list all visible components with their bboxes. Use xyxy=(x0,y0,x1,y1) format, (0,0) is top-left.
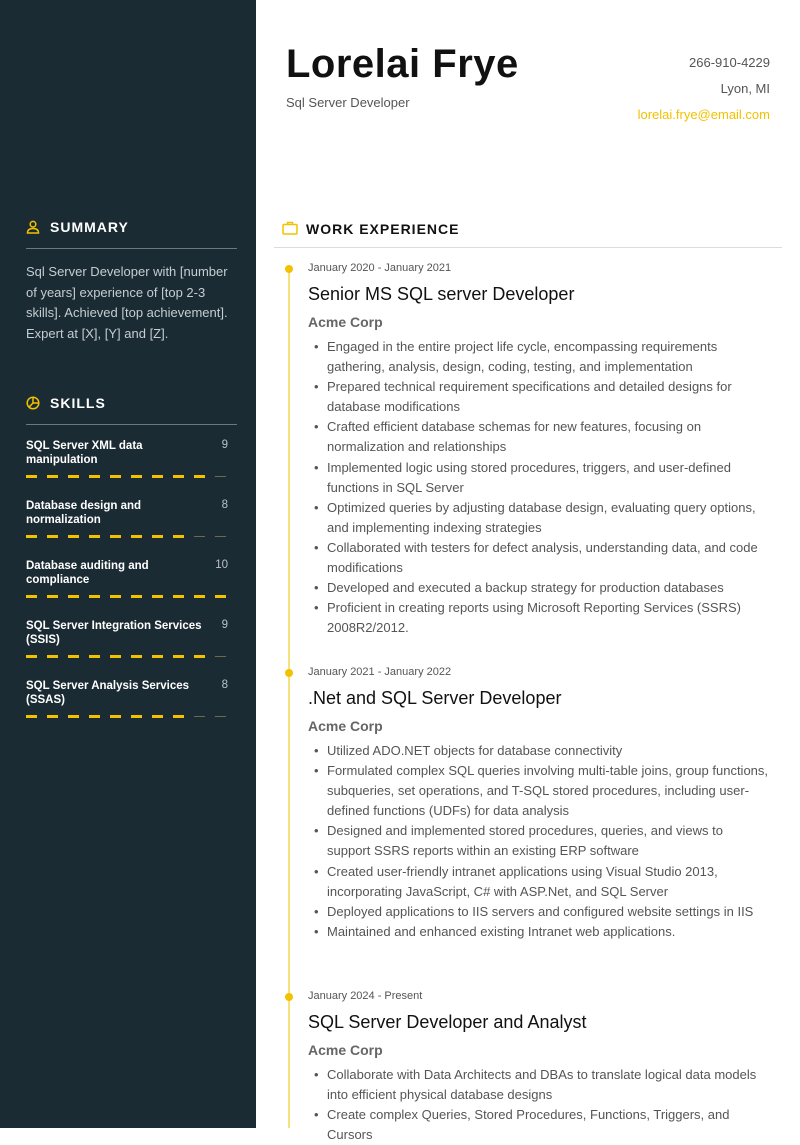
job-title: Senior MS SQL server Developer xyxy=(308,284,575,304)
skill-bar-segment-filled xyxy=(131,475,142,478)
skill-item xyxy=(26,499,236,549)
job-title: SQL Server Developer and Analyst xyxy=(308,1012,587,1032)
phone: 266-910-4229 xyxy=(689,55,770,70)
work-experience-heading xyxy=(274,218,782,248)
skill-level: 9 xyxy=(221,619,228,631)
job-dates: January 2021 - January 2022 xyxy=(308,666,452,678)
sidebar xyxy=(0,0,256,1128)
job-bullets xyxy=(308,1065,768,1145)
job-bullet: • Utilized ADO.NET objects for database connectivity xyxy=(308,741,768,761)
skill-bar-segment-filled xyxy=(152,655,163,658)
job-bullet: • Developed and executed a backup strategy for production databases xyxy=(308,578,768,598)
timeline-dot xyxy=(285,669,293,677)
skill-bar-segment-empty xyxy=(215,476,226,477)
skill-bar-segment-filled xyxy=(47,535,58,538)
skill-bar-segment-empty xyxy=(215,536,226,537)
skill-bar-segment-filled xyxy=(89,475,100,478)
skill-name: Database design and normalization xyxy=(26,500,142,526)
skill-bar-segment-filled xyxy=(194,595,205,598)
candidate-name: Lorelai Frye xyxy=(286,42,519,86)
skill-bar-segment-filled xyxy=(47,715,58,718)
skill-bar-segment-filled xyxy=(89,535,100,538)
job-entry xyxy=(308,666,768,942)
skill-item xyxy=(26,439,236,489)
job-bullet: • Formulated complex SQL queries involving multi-table joins, group functions, subqueries, set operations, and T-SQL stored procedures, including user-defined functions (UDFs) for data analysis xyxy=(308,761,768,821)
job-bullet: • Proficient in creating reports using Microsoft Reporting Services (SSRS) 2008R2/2012. xyxy=(308,598,768,638)
job-bullet: • Collaborated with testers for defect analysis, understanding data, and code modifications xyxy=(308,538,768,578)
skill-bar-segment-filled xyxy=(68,475,79,478)
skill-bar-segment-filled xyxy=(110,595,121,598)
job-bullet: • Crafted efficient database schemas for new features, focusing on normalization and relationships xyxy=(308,417,768,457)
skill-level: 9 xyxy=(221,439,228,451)
skill-item xyxy=(26,619,236,669)
skill-bar-segment-filled xyxy=(26,475,37,478)
skill-bar-segment-filled xyxy=(194,475,205,478)
company-name: Acme Corp xyxy=(308,718,383,734)
job-bullet: • Prepared technical requirement specifications and detailed designs for database modifications xyxy=(308,377,768,417)
skill-item xyxy=(26,559,236,609)
main-content xyxy=(256,0,800,1143)
skill-level-bar xyxy=(26,595,236,598)
skill-bar-segment-filled xyxy=(131,715,142,718)
skill-name: SQL Server Integration Services (SSIS) xyxy=(26,620,202,646)
job-bullet: • Optimized queries by adjusting database design, evaluating query options, and implementing indexing strategies xyxy=(308,498,768,538)
job-bullet: • Created user-friendly intranet applications using Visual Studio 2013, incorporating JavaScript, C# with ASP.Net, and SQL Server xyxy=(308,862,768,902)
skill-bar-segment-filled xyxy=(152,715,163,718)
skills-heading xyxy=(26,395,237,425)
skill-bar-segment-filled xyxy=(110,535,121,538)
contact-info xyxy=(638,50,770,128)
skill-bar-segment-filled xyxy=(26,655,37,658)
skill-name: Database auditing and compliance xyxy=(26,560,149,586)
skill-name: SQL Server Analysis Services (SSAS) xyxy=(26,680,190,706)
timeline-dot xyxy=(285,993,293,1001)
skill-bar-segment-filled xyxy=(215,595,226,598)
skill-bar-segment-filled xyxy=(68,655,79,658)
skill-bar-segment-filled xyxy=(152,475,163,478)
email-link[interactable]: lorelai.frye@email.com xyxy=(637,107,770,122)
skill-bar-segment-filled xyxy=(110,715,121,718)
skill-bar-segment-filled xyxy=(152,595,163,598)
skill-bar-segment-filled xyxy=(110,475,121,478)
skill-bar-segment-filled xyxy=(47,595,58,598)
skill-bar-segment-filled xyxy=(131,655,142,658)
skill-level: 10 xyxy=(215,559,228,571)
candidate-title: Sql Server Developer xyxy=(286,95,410,110)
skill-level-bar xyxy=(26,535,236,538)
skill-bar-segment-filled xyxy=(173,535,184,538)
skill-level-bar xyxy=(26,475,236,478)
summary-heading-label: SUMMARY xyxy=(50,219,129,235)
skill-bar-segment-filled xyxy=(26,715,37,718)
pie-chart-icon xyxy=(26,396,40,410)
job-bullet: • Implemented logic using stored procedures, triggers, and user-defined functions in SQL Server xyxy=(308,458,768,498)
company-name: Acme Corp xyxy=(308,1042,383,1058)
job-bullet: • Maintained and enhanced existing Intranet web applications. xyxy=(308,922,768,942)
job-bullet: • Engaged in the entire project life cycle, encompassing requirements gathering, analysis, design, coding, testing, and implementation xyxy=(308,337,768,377)
skill-bar-segment-filled xyxy=(89,715,100,718)
skill-bar-segment-filled xyxy=(173,595,184,598)
job-title: .Net and SQL Server Developer xyxy=(308,688,562,708)
summary-text: Sql Server Developer with [number of years] experience of [top 2-3 skills]. Achieved [top achievement]. Expert at [X], [Y] and [Z]. xyxy=(26,264,228,341)
skill-bar-segment-filled xyxy=(173,715,184,718)
skill-name: SQL Server XML data manipulation xyxy=(26,440,143,466)
skill-bar-segment-filled xyxy=(47,475,58,478)
skill-bar-segment-filled xyxy=(47,655,58,658)
skill-bar-segment-filled xyxy=(26,595,37,598)
skill-bar-segment-filled xyxy=(89,655,100,658)
skill-level: 8 xyxy=(221,679,228,691)
location: Lyon, MI xyxy=(720,81,770,96)
skills-heading-label: SKILLS xyxy=(50,395,106,411)
skill-bar-segment-filled xyxy=(131,595,142,598)
skill-bar-segment-filled xyxy=(110,655,121,658)
skill-level-bar xyxy=(26,715,236,718)
skill-bar-segment-filled xyxy=(194,655,205,658)
summary-heading xyxy=(26,219,237,249)
job-dates: January 2024 - Present xyxy=(308,990,423,1002)
skill-bar-segment-filled xyxy=(89,595,100,598)
user-icon xyxy=(26,220,40,234)
skill-level: 8 xyxy=(221,499,228,511)
briefcase-icon xyxy=(282,221,298,235)
job-bullets xyxy=(308,337,768,638)
skill-bar-segment-filled xyxy=(173,655,184,658)
job-dates: January 2020 - January 2021 xyxy=(308,262,452,274)
job-entry xyxy=(308,262,768,638)
timeline-dot xyxy=(285,265,293,273)
job-bullets xyxy=(308,741,768,942)
skill-bar-segment-empty xyxy=(215,716,226,717)
job-bullet: • Deployed applications to IIS servers and configured website settings in IIS xyxy=(308,902,768,922)
skill-bar-segment-filled xyxy=(173,475,184,478)
skill-bar-segment-filled xyxy=(68,715,79,718)
skill-bar-segment-filled xyxy=(131,535,142,538)
skill-bar-segment-filled xyxy=(68,595,79,598)
skill-bar-segment-empty xyxy=(194,536,205,537)
job-bullet: • Create complex Queries, Stored Procedures, Functions, Triggers, and Cursors xyxy=(308,1105,768,1145)
job-bullet: • Designed and implemented stored procedures, queries, and views to support SSRS reports within an existing ERP software xyxy=(308,821,768,861)
job-entry xyxy=(308,990,768,1145)
skill-item xyxy=(26,679,236,729)
skill-bar-segment-empty xyxy=(194,716,205,717)
skill-level-bar xyxy=(26,655,236,658)
skill-bar-segment-empty xyxy=(215,656,226,657)
skill-bar-segment-filled xyxy=(68,535,79,538)
company-name: Acme Corp xyxy=(308,314,383,330)
work-experience-label: WORK EXPERIENCE xyxy=(306,221,460,237)
skill-bar-segment-filled xyxy=(26,535,37,538)
skill-bar-segment-filled xyxy=(152,535,163,538)
job-bullet: • Collaborate with Data Architects and DBAs to translate logical data models into efficient physical database designs xyxy=(308,1065,768,1105)
